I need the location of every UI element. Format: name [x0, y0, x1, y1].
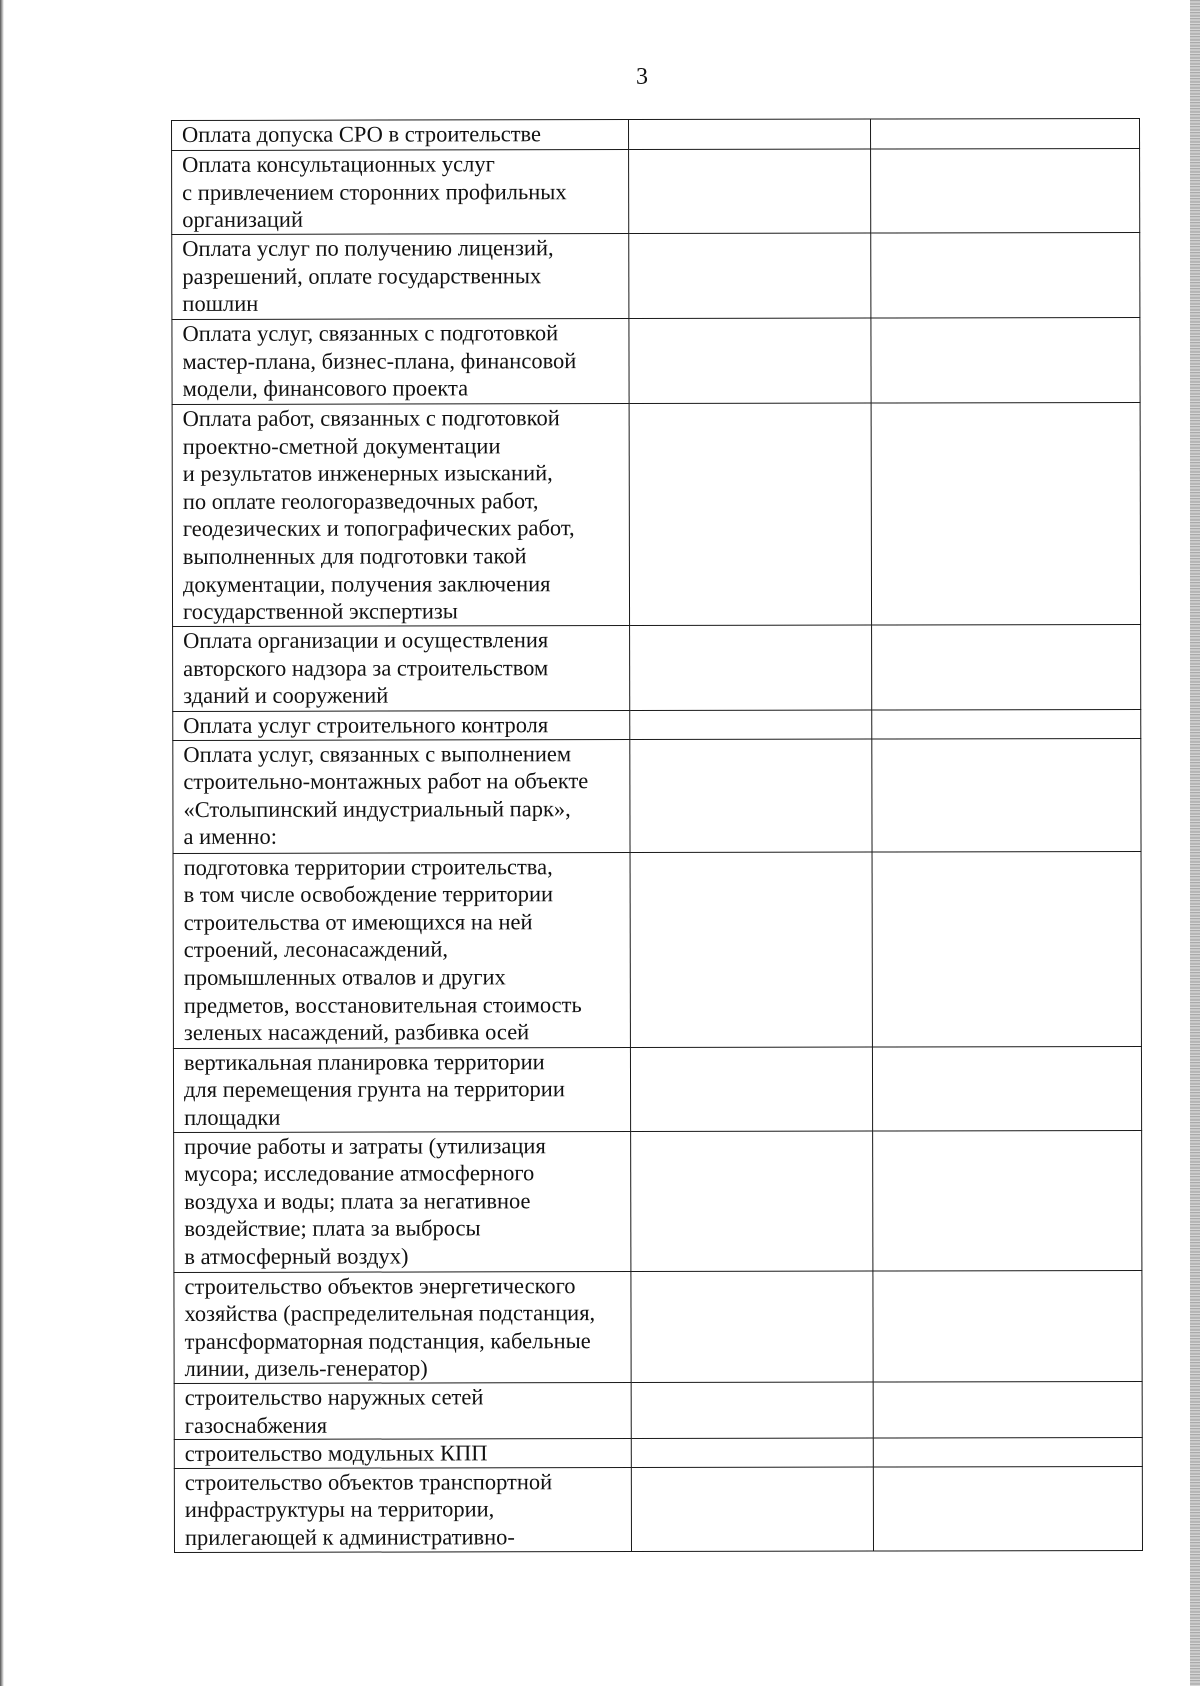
row-value-col3 [871, 148, 1140, 233]
row-value-col2 [630, 710, 872, 739]
row-value-col2 [630, 739, 872, 853]
scan-edge-right [1190, 0, 1200, 1686]
row-value-col3 [873, 1438, 1142, 1467]
row-value-col3 [872, 1046, 1141, 1131]
row-label: строительство наружных сетей газоснабжения [174, 1383, 631, 1440]
row-value-col2 [629, 318, 871, 404]
table-row [172, 402, 1140, 626]
row-value-col2 [630, 1047, 872, 1132]
table-row [172, 232, 1140, 319]
row-label: прочие работы и затраты (утилизация мусора; исследование атмосферного воздуха и воды; плата за негативное воздействие; плата за выбросы в атмосферный воздух) [174, 1131, 631, 1272]
row-label: Оплата организации и осуществления авторского надзора за строительством зданий и сооружений [173, 626, 630, 712]
table-row [174, 1130, 1142, 1272]
row-label: Оплата услуг, связанных с выполнением строительно-монтажных работ на объекте «Столыпинский индустриальный парк», а именно: [173, 739, 630, 853]
row-label: вертикальная планировка территории для перемещения грунта на территории площадки [173, 1047, 630, 1132]
table-row [174, 1438, 1142, 1469]
table-row [173, 624, 1141, 711]
row-value-col3 [871, 317, 1140, 403]
table-row [174, 1466, 1142, 1552]
row-value-col2 [631, 1271, 873, 1383]
row-value-col2 [629, 233, 871, 319]
row-label: строительство объектов энергетического хозяйства (распределительная подстанция, трансформаторная подстанция, кабельные линии, дизель-генератор) [174, 1271, 631, 1383]
row-label: Оплата услуг, связанных с подготовкой мастер-плана, бизнес-плана, финансовой модели, финансового проекта [172, 319, 629, 405]
row-label: строительство модульных КПП [174, 1439, 631, 1469]
table-row [173, 1046, 1141, 1132]
row-label: Оплата работ, связанных с подготовкой проектно-сметной документации и результатов инженерных изысканий, по оплате геологоразведочных работ, геодезических и топографических работ, выполненных для подготовки такой документации, получения заключения государственной экспертизы [172, 404, 629, 627]
row-value-col3 [872, 624, 1141, 710]
scan-edge-left [0, 0, 4, 1686]
row-value-col2 [631, 1438, 873, 1467]
row-label: Оплата допуска СРО в строительстве [172, 120, 629, 151]
row-value-col3 [873, 1381, 1142, 1438]
expense-table [171, 118, 1143, 1553]
row-label: Оплата услуг строительного контроля [173, 711, 630, 741]
row-value-col3 [870, 118, 1139, 149]
row-value-col3 [871, 402, 1140, 625]
row-label: Оплата консультационных услуг с привлечением сторонних профильных организаций [172, 150, 629, 235]
row-value-col3 [873, 1270, 1142, 1382]
row-value-col3 [873, 1130, 1142, 1271]
row-value-col2 [630, 852, 872, 1048]
row-value-col3 [872, 709, 1141, 738]
row-value-col3 [872, 738, 1141, 852]
row-value-col2 [631, 1131, 873, 1272]
row-value-col2 [629, 403, 871, 626]
row-value-col2 [630, 625, 872, 711]
table-row [172, 118, 1140, 150]
table-row [174, 1270, 1142, 1383]
table-row [172, 317, 1140, 404]
row-label: подготовка территории строительства, в том числе освобождение территории строительства от имеющихся на ней строений, лесонасаждений, промышленных отвалов и других предметов, восстановительная стоимость зеленых насаждений, разбивка осей [173, 852, 630, 1048]
row-label: Оплата услуг по получению лицензий, разрешений, оплате государственных пошлин [172, 234, 629, 320]
row-value-col3 [871, 232, 1140, 318]
row-value-col2 [631, 1382, 873, 1439]
row-label: строительство объектов транспортной инфраструктуры на территории, прилегающей к административно- [174, 1467, 631, 1552]
row-value-col3 [872, 851, 1141, 1047]
page-number: 3 [636, 64, 648, 90]
table-row [174, 1381, 1142, 1439]
table-row [173, 738, 1141, 853]
row-value-col3 [873, 1466, 1142, 1551]
row-value-col2 [629, 149, 871, 234]
row-value-col2 [629, 119, 871, 150]
row-value-col2 [631, 1467, 873, 1552]
table-row [172, 148, 1140, 234]
table-row [173, 709, 1141, 740]
table-row [173, 851, 1141, 1048]
